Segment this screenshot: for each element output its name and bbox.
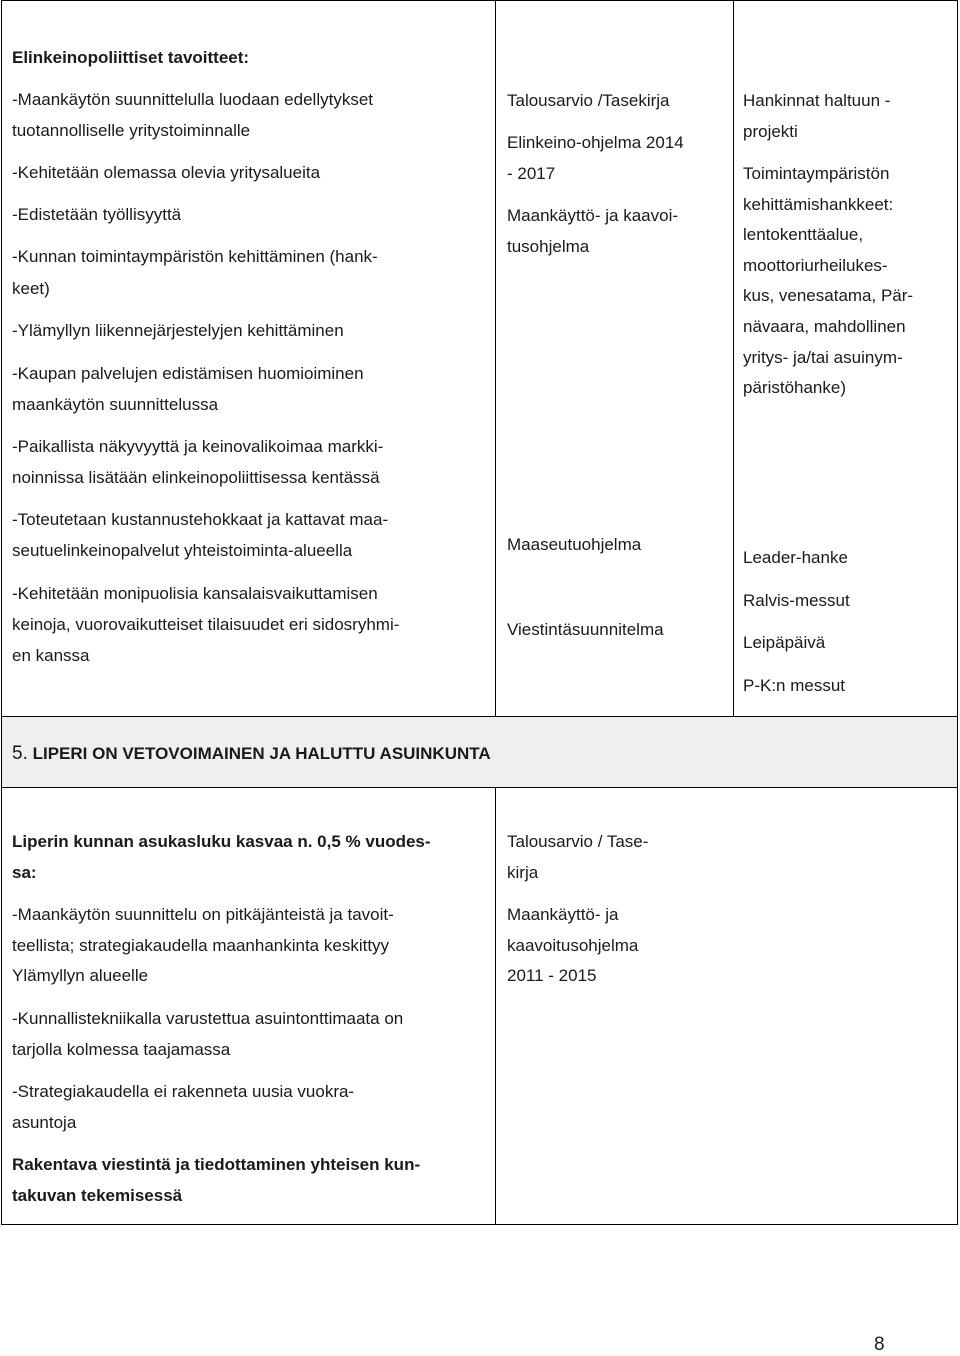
- project-line: kus, venesatama, Pär-: [743, 286, 914, 305]
- goal-line: tuotannolliselle yritystoiminnalle: [12, 121, 251, 140]
- project-line: Hankinnat haltuun -: [743, 91, 891, 110]
- table-border-bottom: [1, 1224, 958, 1225]
- goal-line: keinoja, vuorovaikutteiset tilaisuudet eri sidosryhmi-: [12, 615, 400, 634]
- document-line: Maaseutuohjelma: [507, 535, 642, 554]
- population-document-line: Maankäyttö- ja: [507, 905, 619, 924]
- population-goal-line: asuntoja: [12, 1113, 77, 1132]
- population-document-line: Talousarvio / Tase-: [507, 832, 649, 851]
- goal-line: seutuelinkeinopalvelut yhteistoiminta-alueella: [12, 541, 353, 560]
- population-document-line: kirja: [507, 863, 539, 882]
- project-line: yritys- ja/tai asuinym-: [743, 348, 903, 367]
- goal-line: -Kaupan palvelujen edistämisen huomioiminen: [12, 364, 364, 383]
- population-goal-line: -Strategiakaudella ei rakenneta uusia vuokra-: [12, 1082, 355, 1101]
- table-border-right: [957, 0, 958, 1225]
- project-line: nävaara, mahdollinen: [743, 317, 906, 336]
- section-header-line: [12, 744, 491, 764]
- population-goal-line: -Kunnallistekniikalla varustettua asuintonttimaata on: [12, 1009, 404, 1028]
- project-line: päristöhanke): [743, 378, 847, 397]
- goal-line: -Maankäytön suunnittelulla luodaan edellytykset: [12, 90, 374, 109]
- goals-title: Elinkeinopoliittiset tavoitteet:: [12, 48, 250, 67]
- population-goal-title: sa:: [12, 863, 37, 882]
- population-goal-line: tarjolla kolmessa taajamassa: [12, 1040, 231, 1059]
- project-line: Ralvis-messut: [743, 591, 850, 610]
- section-number: 5.: [12, 743, 28, 764]
- population-goals-column: [0, 788, 494, 1224]
- population-documents-column: [496, 788, 957, 1224]
- goal-line: -Toteutetaan kustannustehokkaat ja kattavat maa-: [12, 510, 389, 529]
- document-line: Elinkeino-ohjelma 2014: [507, 133, 684, 152]
- project-line: Toimintaympäristön: [743, 164, 890, 183]
- goal-line: -Ylämyllyn liikennejärjestelyjen kehittäminen: [12, 321, 344, 340]
- goal-line: maankäytön suunnittelussa: [12, 395, 219, 414]
- population-document-line: kaavoitusohjelma: [507, 936, 639, 955]
- document-line: Talousarvio /Tasekirja: [507, 91, 670, 110]
- project-line: kehittämishankkeet:: [743, 195, 894, 214]
- goal-line: noinnissa lisätään elinkeinopoliittisessa kentässä: [12, 468, 380, 487]
- goals-column: [0, 0, 494, 716]
- goal-line: -Edistetään työllisyyttä: [12, 205, 182, 224]
- goal-line: -Paikallista näkyvyyttä ja keinovalikoimaa markki-: [12, 437, 384, 456]
- page-number: 8: [874, 1334, 885, 1355]
- project-line: lentokenttäalue,: [743, 225, 864, 244]
- project-line: moottoriurheilukes-: [743, 256, 888, 275]
- population-goal-title: Rakentava viestintä ja tiedottaminen yhteisen kun-: [12, 1155, 421, 1174]
- population-goal-title: takuvan tekemisessä: [12, 1186, 183, 1205]
- document-line: Maankäyttö- ja kaavoi-: [507, 206, 679, 225]
- project-line: projekti: [743, 122, 798, 141]
- population-goal-line: Ylämyllyn alueelle: [12, 966, 149, 985]
- document-line: Viestintäsuunnitelma: [507, 620, 664, 639]
- goal-line: -Kunnan toimintaympäristön kehittäminen (hank-: [12, 247, 378, 266]
- population-goal-title: Liperin kunnan asukasluku kasvaa n. 0,5 % vuodes-: [12, 832, 431, 851]
- goal-line: keet): [12, 279, 50, 298]
- section-header: [2, 717, 957, 787]
- project-line: Leader-hanke: [743, 548, 848, 567]
- population-goal-line: -Maankäytön suunnittelu on pitkäjänteistä ja tavoit-: [12, 905, 394, 924]
- project-line: Leipäpäivä: [743, 633, 826, 652]
- population-document-line: 2011 - 2015: [507, 966, 597, 985]
- projects-column: [734, 0, 957, 716]
- goal-line: -Kehitetään olemassa olevia yritysalueita: [12, 163, 321, 182]
- goal-line: en kanssa: [12, 646, 90, 665]
- project-line: P-K:n messut: [743, 676, 846, 695]
- documents-column: [496, 0, 733, 716]
- document-line: - 2017: [507, 164, 556, 183]
- section-title: LIPERI ON VETOVOIMAINEN JA HALUTTU ASUINKUNTA: [32, 744, 491, 763]
- goal-line: -Kehitetään monipuolisia kansalaisvaikuttamisen: [12, 584, 378, 603]
- population-goal-line: teellista; strategiakaudella maanhankinta keskittyy: [12, 936, 390, 955]
- document-line: tusohjelma: [507, 237, 590, 256]
